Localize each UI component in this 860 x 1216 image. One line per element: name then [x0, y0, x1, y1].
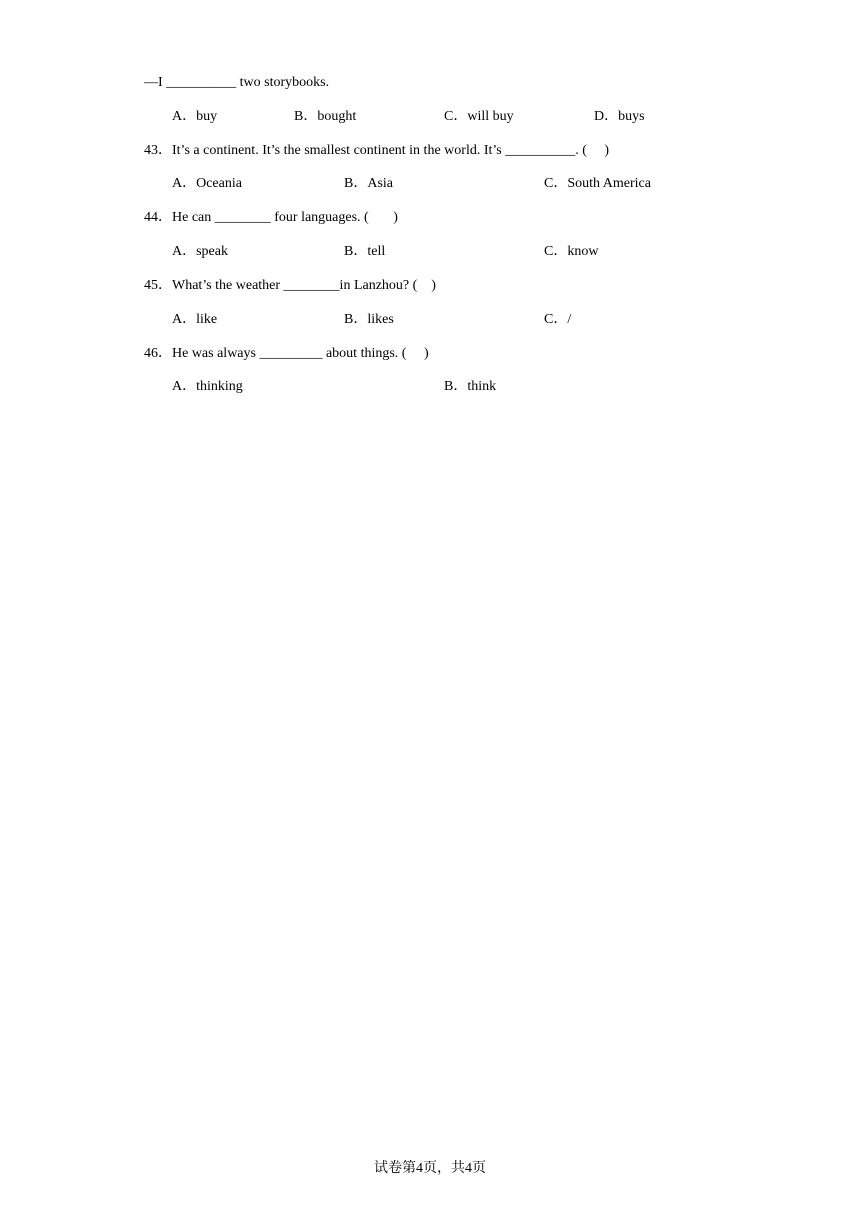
- option-c: C．know: [544, 244, 599, 259]
- question-stem: 44．He can ________ four languages. ( ): [144, 210, 398, 225]
- option-c: C．will buy: [444, 109, 514, 124]
- option-a: A．like: [172, 312, 218, 327]
- option-b: B．Asia: [344, 176, 393, 191]
- option-c: C．South America: [544, 176, 651, 191]
- question-stem: —I __________ two storybooks.: [144, 75, 330, 90]
- page-footer: 试卷第4页，共4页: [374, 1161, 486, 1176]
- question-stem: 46．He was always _________ about things. ( ): [144, 346, 429, 361]
- option-a: A．Oceania: [172, 176, 242, 191]
- option-b: B．bought: [294, 109, 357, 124]
- question-stem: 45．What’s the weather ________in Lanzhou? ( ): [144, 278, 436, 293]
- option-c: C．/: [544, 312, 572, 327]
- option-b: B．tell: [344, 244, 386, 259]
- option-d: D．buys: [594, 109, 645, 124]
- option-a: A．thinking: [172, 379, 243, 394]
- option-b: B．think: [444, 379, 497, 394]
- question-stem: 43．It’s a continent. It’s the smallest continent in the world. It’s __________. ( ): [144, 143, 610, 158]
- option-a: A．speak: [172, 244, 228, 259]
- option-b: B．likes: [344, 312, 394, 327]
- option-a: A．buy: [172, 109, 218, 124]
